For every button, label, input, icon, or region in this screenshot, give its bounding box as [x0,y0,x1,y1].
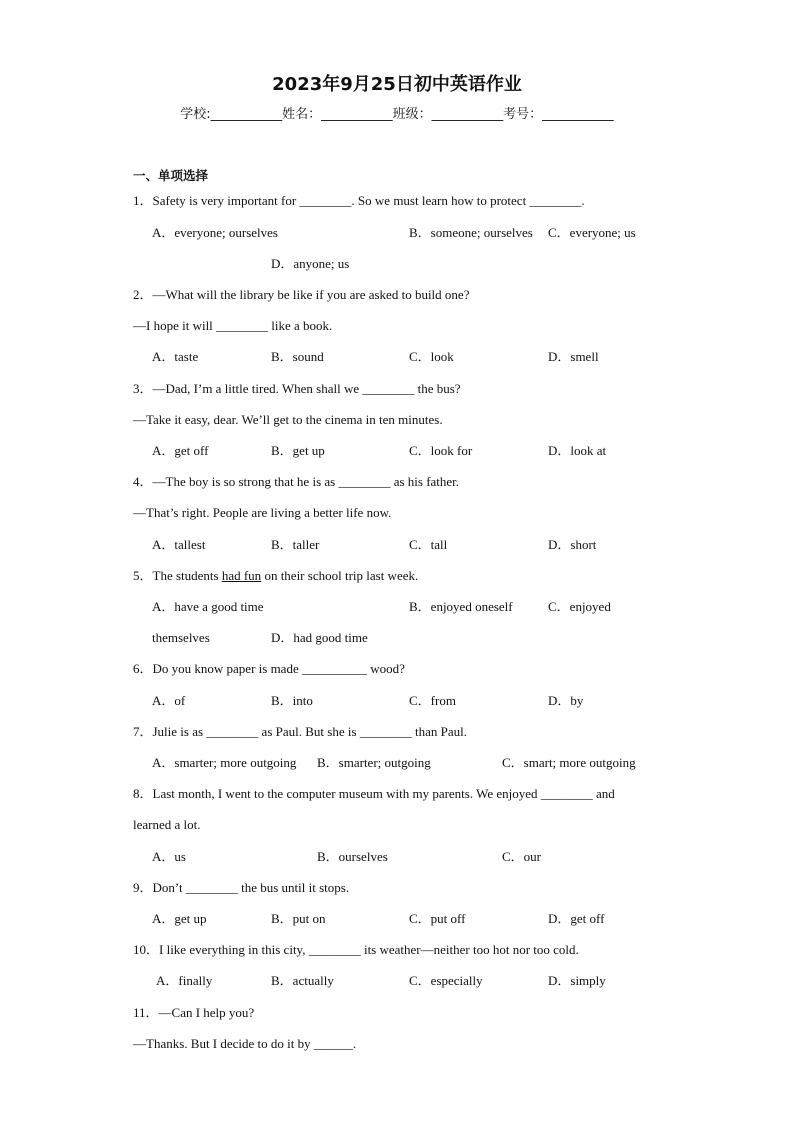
question-2: 2．—What will the library be like if you are asked to build one? [133,287,470,302]
option-2c[interactable]: C．look [409,349,454,364]
option-3d[interactable]: D．look at [548,443,607,458]
option-3c[interactable]: C．look for [409,443,473,458]
question-8-cont: learned a lot. [133,817,201,832]
page-title: 2023年9月25日初中英语作业 [272,74,522,95]
option-1d[interactable]: D．anyone; us [271,256,350,271]
option-1b[interactable]: B．someone; ourselves [409,225,533,240]
question-5-underlined: had fun [221,568,262,583]
option-5a[interactable]: A．have a good time [152,599,264,614]
option-8a[interactable]: A．us [152,849,186,864]
option-1a[interactable]: A．everyone; ourselves [152,225,278,240]
student-info-line: 学校:___________姓名：___________班级：___________考号：___________ [180,107,614,122]
option-5d[interactable]: D．had good time [271,630,368,645]
option-4c[interactable]: C．tall [409,537,448,552]
option-10b[interactable]: B．actually [271,973,334,988]
option-9a[interactable]: A．get up [152,911,207,926]
option-4a[interactable]: A．tallest [152,537,206,552]
option-3b[interactable]: B．get up [271,443,325,458]
option-9d[interactable]: D．get off [548,911,605,926]
option-2d[interactable]: D．smell [548,349,599,364]
question-11: 11．—Can I help you? [133,1005,255,1020]
option-8c[interactable]: C．our [502,849,542,864]
question-2-reply: —I hope it will ________ like a book. [133,318,333,333]
question-1: 1．Safety is very important for ________. So we must learn how to protect ________. [133,193,585,208]
question-5 [133,568,418,584]
question-6: 6．Do you know paper is made __________ wood? [133,661,405,676]
question-4-reply: —That’s right. People are living a better life now. [133,505,392,520]
option-3a[interactable]: A．get off [152,443,209,458]
option-9c[interactable]: C．put off [409,911,466,926]
option-10a[interactable]: A．finally [156,973,213,988]
option-6d[interactable]: D．by [548,693,584,708]
option-7c[interactable]: C．smart; more outgoing [502,755,636,770]
question-10: 10．I like everything in this city, ________ its weather—neither too hot nor too cold. [133,942,579,957]
question-3-reply: —Take it easy, dear. We’ll get to the cinema in ten minutes. [133,412,443,427]
option-10c[interactable]: C．especially [409,973,483,988]
option-7b[interactable]: B．smarter; outgoing [317,755,431,770]
section-title: 一、单项选择 [133,168,209,183]
option-6a[interactable]: A．of [152,693,186,708]
question-9: 9．Don’t ________ the bus until it stops. [133,880,350,895]
option-6c[interactable]: C．from [409,693,456,708]
question-5-post: on their school trip last week. [261,568,419,583]
question-3: 3．—Dad, I’m a little tired. When shall we ________ the bus? [133,381,461,396]
option-5c[interactable]: C．enjoyed [548,599,611,614]
option-4d[interactable]: D．short [548,537,597,552]
option-9b[interactable]: B．put on [271,911,326,926]
question-11-reply: —Thanks. But I decide to do it by ______. [133,1036,357,1051]
question-8: 8．Last month, I went to the computer museum with my parents. We enjoyed ________ and [133,786,615,801]
option-2b[interactable]: B．sound [271,349,324,364]
option-2a[interactable]: A．taste [152,349,199,364]
question-5-pre: 5．The students [133,568,222,583]
option-5c-continued[interactable]: themselves [152,630,210,645]
question-7: 7．Julie is as ________ as Paul. But she is ________ than Paul. [133,724,468,739]
option-4b[interactable]: B．taller [271,537,320,552]
option-10d[interactable]: D．simply [548,973,606,988]
option-1c[interactable]: C．everyone; us [548,225,636,240]
option-8b[interactable]: B．ourselves [317,849,388,864]
option-6b[interactable]: B．into [271,693,313,708]
option-5b[interactable]: B．enjoyed oneself [409,599,513,614]
question-4: 4．—The boy is so strong that he is as ________ as his father. [133,474,460,489]
option-7a[interactable]: A．smarter; more outgoing [152,755,297,770]
